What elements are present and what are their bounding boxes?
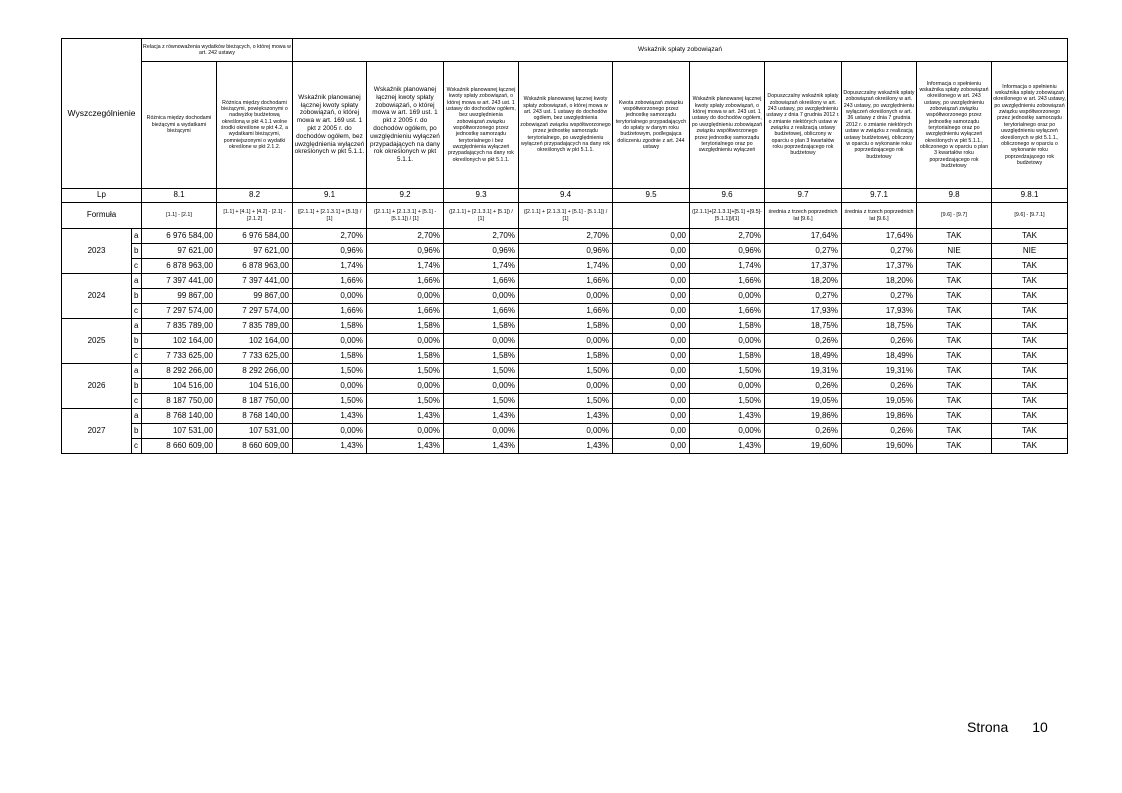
table-cell: 1,43% [519, 439, 613, 454]
year-cell: 2026 [62, 364, 132, 409]
lp-cell: 9.4 [519, 189, 613, 203]
table-cell: 1,66% [293, 274, 367, 289]
header-relacja-group: Relacja z równowaženia wydatków bieżących, o której mowa w art. 242 ustawy [142, 39, 293, 62]
table-cell: 8 292 266,00 [217, 364, 293, 379]
table-cell: 8 660 609,00 [142, 439, 217, 454]
header-col-9-3: Wskaźnik planowanej łącznej kwoty spłaty zobowiązań, o której mowa w art. 243 ust. 1 ustawy do dochodów ogółem, bez uwzględnienia zobowiązań związku współtworzonego przez jednostkę samorządu terytorialnego i bez uwzględnienia wyłączeń przypadających na dany rok określonych w pkt 5.1.1. [444, 62, 519, 189]
table-cell: 8 292 266,00 [142, 364, 217, 379]
wpf-indicators-table [61, 38, 1068, 454]
table-cell: 1,66% [444, 274, 519, 289]
table-cell: 1,66% [519, 304, 613, 319]
table-cell: 17,37% [842, 259, 917, 274]
table-cell: 1,50% [444, 364, 519, 379]
table-cell: TAK [992, 334, 1068, 349]
table-cell: 19,31% [765, 364, 842, 379]
table-cell: 0,00% [690, 289, 765, 304]
table-cell: 0,00 [613, 229, 690, 244]
page-label: Strona [967, 719, 1009, 735]
table-cell: 0,00 [613, 424, 690, 439]
table-cell: 6 878 963,00 [217, 259, 293, 274]
table-cell: 0,00% [367, 379, 444, 394]
formula-cell: [9.6] - [9.7.1] [992, 203, 1068, 229]
table-cell: 0,27% [765, 289, 842, 304]
table-row [62, 394, 1068, 409]
table-cell: 1,66% [367, 274, 444, 289]
table-row [62, 304, 1068, 319]
table-cell: 0,00 [613, 409, 690, 424]
table-cell: 1,66% [690, 274, 765, 289]
row-variant-cell: a [132, 274, 142, 289]
table-cell: 1,43% [444, 439, 519, 454]
table-cell: TAK [992, 409, 1068, 424]
formula-cell: średnia z trzech poprzednich lat [9.6.] [842, 203, 917, 229]
table-cell: 1,50% [519, 394, 613, 409]
table-cell: 1,43% [519, 409, 613, 424]
table-cell: 0,00% [367, 334, 444, 349]
row-variant-cell: c [132, 304, 142, 319]
table-cell: 1,50% [367, 394, 444, 409]
header-col-9-2: Wskaźnik planowanej łącznej kwoty spłaty zobowiązań, o której mowa w art. 169 ust. 1 pkt z 2005 r. do dochodów ogółem, po uwzględnieniu wyłączeń przypadających na dany rok określonych w pkt 5.1.1. [367, 62, 444, 189]
table-cell: 0,00% [444, 334, 519, 349]
table-cell: 19,86% [842, 409, 917, 424]
lp-cell: 8.2 [217, 189, 293, 203]
table-row [62, 424, 1068, 439]
lp-cell: 8.1 [142, 189, 217, 203]
table-cell: 1,74% [690, 259, 765, 274]
header-col-9-7: Dopuszczalny wskaźnik spłaty zobowiązań określony w art. 243 ustawy, po uwzględnieniu ustawy z dnia 7 grudnia 2012 r. o zmianie niektórych ustaw w związku z realizacją ustawy budżetowej, obliczony w oparciu o plan 3 kwartałów roku poprzedzającego rok budżetowy [765, 62, 842, 189]
table-cell: 1,74% [293, 259, 367, 274]
table-cell: 8 187 750,00 [217, 394, 293, 409]
table-cell: 18,75% [765, 319, 842, 334]
header-col-9-5: Kwota zobowiązań związku współtworzonego przez jednostkę samorządu terytorialnego przypadających do spłaty w danym roku budżetowym, podlegająca doliczeniu zgodnie z art. 244 ustawy [613, 62, 690, 189]
table-cell: TAK [917, 424, 992, 439]
lp-label: Lp [62, 189, 142, 203]
table-cell: TAK [992, 364, 1068, 379]
row-variant-cell: c [132, 259, 142, 274]
table-cell: 17,93% [765, 304, 842, 319]
table-cell: 1,66% [444, 304, 519, 319]
table-cell: 1,66% [519, 274, 613, 289]
table-row [62, 319, 1068, 334]
table-cell: 0,26% [765, 334, 842, 349]
table-cell: 2,70% [293, 229, 367, 244]
table-cell: 0,00% [293, 289, 367, 304]
table-cell: 0,27% [765, 244, 842, 259]
table-cell: 1,43% [444, 409, 519, 424]
table-cell: 0,00% [444, 289, 519, 304]
table-cell: 1,58% [519, 319, 613, 334]
row-variant-cell: a [132, 364, 142, 379]
table-cell: 19,31% [842, 364, 917, 379]
year-cell: 2023 [62, 229, 132, 274]
table-cell: TAK [992, 274, 1068, 289]
table-cell: 0,00% [444, 379, 519, 394]
table-cell: 1,43% [367, 439, 444, 454]
table-cell: 104 516,00 [142, 379, 217, 394]
table-cell: 104 516,00 [217, 379, 293, 394]
table-cell: 0,26% [765, 424, 842, 439]
table-cell: 19,60% [842, 439, 917, 454]
table-cell: 1,74% [367, 259, 444, 274]
table-cell: 7 835 789,00 [217, 319, 293, 334]
table-cell: TAK [992, 424, 1068, 439]
table-cell: 18,20% [842, 274, 917, 289]
table-cell: 0,00% [367, 289, 444, 304]
table-cell: TAK [992, 304, 1068, 319]
table-cell: 2,70% [367, 229, 444, 244]
table-cell: 18,20% [765, 274, 842, 289]
table-cell: 1,58% [367, 349, 444, 364]
header-wskaznik-group: Wskaźnik spłaty zobowiązań [293, 39, 1068, 62]
table-cell: 1,58% [444, 349, 519, 364]
table-cell: 0,00% [293, 334, 367, 349]
table-row [62, 379, 1068, 394]
table-row [62, 289, 1068, 304]
table-cell: 0,26% [842, 334, 917, 349]
table-cell: 1,66% [367, 304, 444, 319]
table-cell: 0,96% [444, 244, 519, 259]
header-wyszczegolnienie: Wyszczególnienie [62, 39, 142, 189]
table-cell: 17,64% [765, 229, 842, 244]
table-cell: 0,00 [613, 334, 690, 349]
year-cell: 2024 [62, 274, 132, 319]
formula-cell: ([2.1.1] + [2.1.3.1] + [5.1]) / [1] [444, 203, 519, 229]
table-cell: 0,00 [613, 379, 690, 394]
table-cell: TAK [992, 259, 1068, 274]
table-cell: TAK [992, 379, 1068, 394]
row-variant-cell: b [132, 424, 142, 439]
table-cell: TAK [992, 394, 1068, 409]
table-cell: 97 621,00 [217, 244, 293, 259]
header-col-9-6: Wskaźnik planowanej łącznej kwoty spłaty zobowiązań, o której mowa w art. 243 ust. 1 ustawy do dochodów ogółem, po uwzględnieniu zobowiązań związku współtworzonego przez jednostkę samorządu terytorialnego oraz po uwzględnieniu wyłączeń [690, 62, 765, 189]
page-footer [967, 719, 1048, 735]
table-cell: 7 297 574,00 [142, 304, 217, 319]
lp-cell: 9.3 [444, 189, 519, 203]
table-cell: 7 835 789,00 [142, 319, 217, 334]
table-cell: TAK [917, 439, 992, 454]
year-cell: 2025 [62, 319, 132, 364]
table-cell: 1,58% [293, 319, 367, 334]
table-cell: 0,96% [519, 244, 613, 259]
formula-cell: [1.1] + [4.1] + [4.2] - [2.1] - [2.1.2] [217, 203, 293, 229]
table-cell: 7 297 574,00 [217, 304, 293, 319]
header-col-9-1: Wskaźnik planowanej łącznej kwoty spłaty zobowiązań, o której mowa w art. 169 ust. 1 pkt z 2005 r. do dochodów ogółem, bez uwzględnienia wyłączeń określonych w pkt 5.1.1. [293, 62, 367, 189]
table-cell: 1,50% [293, 364, 367, 379]
header-col-9-4: Wskaźnik planowanej łącznej kwoty spłaty zobowiązań, o której mowa w art. 243 ust. 1 ustawy do dochodów ogółem, bez uwzględnienia zobowiązań związku współtworzonego przez jednostkę samorządu terytorialnego, po uwzględnieniu wyłączeń przypadających na dany rok określonych w pkt 5.1.1. [519, 62, 613, 189]
formula-cell: ([2.1.1]+[2.1.3.1]+[5.1] +[9.5]-[5.1.1])/[1] [690, 203, 765, 229]
header-col-8-1: Różnica między dochodami bieżącymi a wydatkami bieżącymi [142, 62, 217, 189]
table-cell: 0,00 [613, 304, 690, 319]
table-cell: 0,00% [519, 334, 613, 349]
table-row [62, 349, 1068, 364]
row-variant-cell: a [132, 409, 142, 424]
table-cell: TAK [992, 319, 1068, 334]
table-cell: 0,00% [293, 424, 367, 439]
table-cell: NIE [917, 244, 992, 259]
table-cell: TAK [917, 379, 992, 394]
table-cell: 18,49% [765, 349, 842, 364]
table-cell: 97 621,00 [142, 244, 217, 259]
table-cell: 0,00% [367, 424, 444, 439]
table-cell: 0,00 [613, 364, 690, 379]
table-cell: 2,70% [444, 229, 519, 244]
table-cell: 7 397 441,00 [142, 274, 217, 289]
year-cell: 2027 [62, 409, 132, 454]
table-cell: 8 187 750,00 [142, 394, 217, 409]
row-variant-cell: a [132, 319, 142, 334]
table-cell: 0,00 [613, 439, 690, 454]
table-cell: 7 397 441,00 [217, 274, 293, 289]
table-cell: TAK [917, 259, 992, 274]
table-cell: 0,26% [765, 379, 842, 394]
table-cell: 17,64% [842, 229, 917, 244]
lp-cell: 9.2 [367, 189, 444, 203]
table-cell: 1,43% [367, 409, 444, 424]
table-cell: 0,00% [690, 334, 765, 349]
table-row [62, 229, 1068, 244]
table-cell: TAK [917, 334, 992, 349]
table-cell: 19,60% [765, 439, 842, 454]
table-cell: 2,70% [519, 229, 613, 244]
page-number: 10 [1032, 719, 1048, 735]
table-cell: 0,00 [613, 244, 690, 259]
table-cell: 0,00 [613, 274, 690, 289]
lp-cell: 9.5 [613, 189, 690, 203]
table-row [62, 439, 1068, 454]
table-cell: 0,00% [519, 289, 613, 304]
table-cell: 1,74% [519, 259, 613, 274]
table-cell: 18,49% [842, 349, 917, 364]
row-variant-cell: c [132, 349, 142, 364]
table-cell: 0,00% [444, 424, 519, 439]
table-cell: 1,50% [519, 364, 613, 379]
table-cell: 0,96% [293, 244, 367, 259]
table-cell: 19,05% [842, 394, 917, 409]
table-cell: 1,58% [367, 319, 444, 334]
table-cell: TAK [917, 364, 992, 379]
table-cell: 1,50% [690, 394, 765, 409]
table-cell: 1,43% [293, 409, 367, 424]
table-cell: 6 878 963,00 [142, 259, 217, 274]
table-cell: 0,00% [690, 379, 765, 394]
table-cell: 107 531,00 [217, 424, 293, 439]
table-cell: 0,00% [519, 424, 613, 439]
table-cell: 8 768 140,00 [142, 409, 217, 424]
table-cell: 6 976 584,00 [142, 229, 217, 244]
row-variant-cell: b [132, 289, 142, 304]
table-cell: 0,96% [690, 244, 765, 259]
table-cell: TAK [992, 289, 1068, 304]
table-cell: 7 733 625,00 [217, 349, 293, 364]
table-cell: 102 164,00 [142, 334, 217, 349]
table-cell: 1,58% [519, 349, 613, 364]
table-cell: 19,05% [765, 394, 842, 409]
table-cell: TAK [917, 274, 992, 289]
table-cell: 0,00 [613, 394, 690, 409]
table-cell: 0,00 [613, 289, 690, 304]
table-cell: 1,43% [690, 409, 765, 424]
lp-cell: 9.8.1 [992, 189, 1068, 203]
table-row [62, 259, 1068, 274]
table-cell: TAK [992, 349, 1068, 364]
table-cell: 0,00% [519, 379, 613, 394]
table-cell: TAK [917, 349, 992, 364]
formula-cell: [9.6] - [9.7] [917, 203, 992, 229]
table-cell: 99 867,00 [217, 289, 293, 304]
formula-cell: ([2.1.1] + [2.1.3.1] + [5.1] - [5.1.1]) / [1] [519, 203, 613, 229]
table-cell: 102 164,00 [217, 334, 293, 349]
row-variant-cell: b [132, 244, 142, 259]
header-col-8-2: Różnica między dochodami bieżącymi, powiększonymi o nadwyżkę budżetową określoną w pkt 4.1.1 wolne środki określone w pkt 4.2, a wydatkami bieżącymi, pomniejszonymi o wydatki określone w pkt 2.1.2. [217, 62, 293, 189]
table-cell: 0,00 [613, 319, 690, 334]
table-cell: 1,50% [367, 364, 444, 379]
table-cell: 1,58% [690, 349, 765, 364]
formula-label: Formuła [62, 203, 142, 229]
table-cell: TAK [992, 229, 1068, 244]
lp-cell: 9.1 [293, 189, 367, 203]
table-cell: TAK [917, 409, 992, 424]
table-cell: 8 660 609,00 [217, 439, 293, 454]
formula-cell: ([2.1.1] + [2.1.3.1] + [5.1] - [5.1.1]) / [1] [367, 203, 444, 229]
table-cell: TAK [917, 289, 992, 304]
table-row [62, 244, 1068, 259]
table-cell: 1,58% [690, 319, 765, 334]
row-variant-cell: c [132, 439, 142, 454]
header-col-9-8-1: Informacja o spełnieniu wskaźnika spłaty zobowiązań określonego w art. 243 ustawy, po uwzględnieniu zobowiązań związku współtworzonego przez jednostkę samorządu terytorialnego oraz po uwzględnieniu wyłączeń określonych w pkt 5.1.1., obliczonego w oparciu o wykonanie roku poprzedzającego rok budżetowy [992, 62, 1068, 189]
table-cell: 99 867,00 [142, 289, 217, 304]
formula-cell: [1.1] - [2.1] [142, 203, 217, 229]
table-cell: 0,26% [842, 379, 917, 394]
table-cell: 6 976 584,00 [217, 229, 293, 244]
table-cell: 17,93% [842, 304, 917, 319]
formula-cell [613, 203, 690, 229]
table-cell: 0,00% [690, 424, 765, 439]
row-variant-cell: a [132, 229, 142, 244]
table-cell: 19,86% [765, 409, 842, 424]
table-cell: 0,00 [613, 259, 690, 274]
header-col-9-7-1: Dopuszczalny wskaźnik spłaty zobowiązań określony w art. 243 ustawy, po uwzględnieniu wyłączeń określonych w art. 36 ustawy z dnia 7 grudnia 2012 r. o zmianie niektórych ustaw w związku z realizacją ustawy budżetowej, obliczony w oparciu o wykonanie roku poprzedzającego rok budżetowy [842, 62, 917, 189]
table-cell: 1,43% [690, 439, 765, 454]
table-cell: 107 531,00 [142, 424, 217, 439]
table-cell: 1,58% [293, 349, 367, 364]
lp-cell: 9.7.1 [842, 189, 917, 203]
table-cell: 17,37% [765, 259, 842, 274]
table-cell: 1,43% [293, 439, 367, 454]
table-row [62, 274, 1068, 289]
table-cell: NIE [992, 244, 1068, 259]
row-variant-cell: b [132, 334, 142, 349]
table-cell: 0,00 [613, 349, 690, 364]
table-cell: 1,66% [690, 304, 765, 319]
table-cell: 1,50% [444, 394, 519, 409]
lp-cell: 9.8 [917, 189, 992, 203]
header-col-9-8: Informacja o spełnieniu wskaźnika spłaty zobowiązań określonego w art. 243 ustawy, po uwzględnieniu zobowiązań związku współtworzonego przez jednostkę samorządu terytorialnego oraz po uwzględnieniu wyłączeń określonych w pkt 5.1.1., obliczonego w oparciu o plan 3 kwartałów roku poprzedzającego rok budżetowy [917, 62, 992, 189]
table-cell: 18,75% [842, 319, 917, 334]
table-cell: 0,27% [842, 244, 917, 259]
table-cell: 8 768 140,00 [217, 409, 293, 424]
table-cell: 1,66% [293, 304, 367, 319]
lp-cell: 9.7 [765, 189, 842, 203]
table-cell: 1,74% [444, 259, 519, 274]
formula-cell: średnia z trzech poprzednich lat [9.6.] [765, 203, 842, 229]
table-cell: 0,96% [367, 244, 444, 259]
table-cell: TAK [917, 229, 992, 244]
table-cell: 7 733 625,00 [142, 349, 217, 364]
formula-cell: ([2.1.1] + [2.1.3.1] + [5.1]) / [1] [293, 203, 367, 229]
table-row [62, 409, 1068, 424]
row-variant-cell: b [132, 379, 142, 394]
table-cell: 1,50% [293, 394, 367, 409]
table-row [62, 364, 1068, 379]
table-cell: TAK [992, 439, 1068, 454]
table-cell: 0,27% [842, 289, 917, 304]
lp-cell: 9.6 [690, 189, 765, 203]
table-cell: TAK [917, 304, 992, 319]
table-cell: 0,00% [293, 379, 367, 394]
table-cell: 1,58% [444, 319, 519, 334]
table-cell: 2,70% [690, 229, 765, 244]
table-cell: 1,50% [690, 364, 765, 379]
row-variant-cell: c [132, 394, 142, 409]
table-cell: TAK [917, 319, 992, 334]
table-cell: TAK [917, 394, 992, 409]
table-cell: 0,26% [842, 424, 917, 439]
table-row [62, 334, 1068, 349]
